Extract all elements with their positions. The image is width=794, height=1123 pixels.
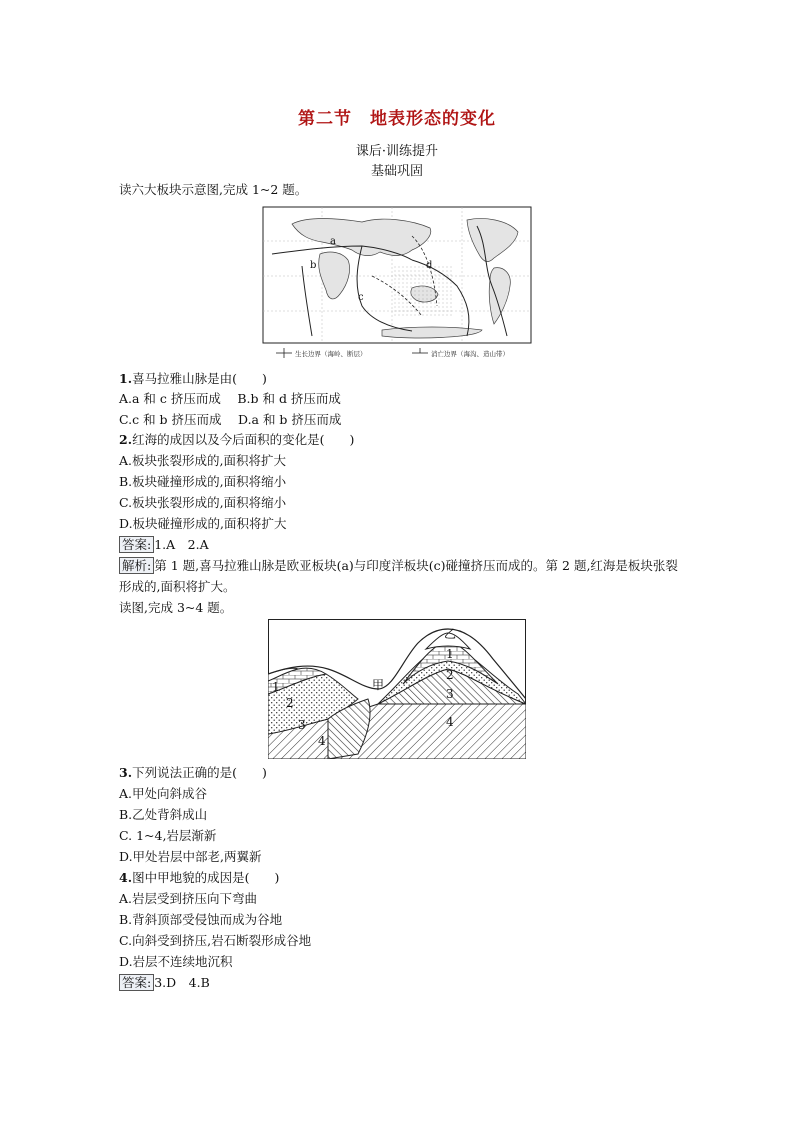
question-stem: 喜马拉雅山脉是由( ) bbox=[132, 371, 267, 386]
layer-1-right: 1 bbox=[446, 647, 454, 661]
question-4 bbox=[119, 868, 279, 888]
layer-2-right: 2 bbox=[446, 668, 454, 682]
layer-4-left: 4 bbox=[318, 734, 326, 748]
q2-option-b: B.板块碰撞形成的,面积将缩小 bbox=[119, 474, 287, 489]
q2-option-a: A.板块张裂形成的,面积将扩大 bbox=[119, 453, 286, 468]
answer-1-2 bbox=[119, 535, 209, 555]
plate-label-d: d bbox=[426, 260, 433, 271]
answer-text: 1.A 2.A bbox=[154, 537, 209, 552]
label-yi: 乙 bbox=[444, 627, 457, 641]
layer-3-left: 3 bbox=[298, 718, 306, 732]
label-jia: 甲 bbox=[372, 678, 385, 692]
analysis-label: 解析: bbox=[119, 557, 154, 574]
q4-option-c: C.向斜受到挤压,岩石断裂形成谷地 bbox=[119, 933, 312, 948]
answer-3-4 bbox=[119, 973, 210, 993]
question-1 bbox=[119, 369, 267, 389]
fold-cross-section-figure bbox=[268, 619, 526, 759]
intro-3-4: 读图,完成 3~4 题。 bbox=[119, 600, 233, 615]
answer-text: 3.D 4.B bbox=[154, 975, 210, 990]
q3-option-a: A.甲处向斜成谷 bbox=[119, 786, 208, 801]
question-number: 3. bbox=[119, 765, 133, 780]
q3-option-c: C. 1~4,岩层渐新 bbox=[119, 828, 217, 843]
q3-option-d: D.甲处岩层中部老,两翼新 bbox=[119, 849, 262, 864]
layer-4-right: 4 bbox=[446, 715, 454, 729]
plate-label-b: b bbox=[310, 260, 317, 271]
question-stem: 下列说法正确的是( ) bbox=[132, 765, 267, 780]
analysis-1-2 bbox=[119, 555, 679, 597]
analysis-text: 第 1 题,喜马拉雅山脉是欧亚板块(a)与印度洋板块(c)碰撞挤压而成的。第 2 题,红海是板块张裂形成的,面积将扩大。 bbox=[119, 558, 678, 594]
q3-option-b: B.乙处背斜成山 bbox=[119, 807, 208, 822]
layer-1-left: 1 bbox=[272, 680, 280, 694]
section-subtitle: 课后·训练提升 bbox=[355, 144, 439, 159]
q4-option-d: D.岩层不连续地沉积 bbox=[119, 954, 233, 969]
layer-2-left: 2 bbox=[286, 696, 294, 710]
legend-grow-boundary: 生长边界（海岭、断层） bbox=[295, 350, 367, 358]
q1-options-line1: A.a 和 c 挤压而成 B.b 和 d 挤压而成 bbox=[119, 391, 341, 406]
section-subtitle-basic: 基础巩固 bbox=[370, 164, 423, 179]
plate-label-a: a bbox=[330, 236, 336, 247]
question-number: 2. bbox=[119, 432, 133, 447]
intro-1-2: 读六大板块示意图,完成 1~2 题。 bbox=[119, 182, 308, 197]
plate-map-figure bbox=[262, 206, 532, 362]
question-stem: 红海的成因以及今后面积的变化是( ) bbox=[132, 432, 355, 447]
question-number: 4. bbox=[119, 870, 133, 885]
q4-option-a: A.岩层受到挤压向下弯曲 bbox=[119, 891, 258, 906]
q1-options-line2: C.c 和 b 挤压而成 D.a 和 b 挤压而成 bbox=[119, 412, 342, 427]
page-title: 第二节 地表形态的变化 bbox=[298, 109, 496, 129]
q2-option-c: C.板块张裂形成的,面积将缩小 bbox=[119, 495, 287, 510]
q2-option-d: D.板块碰撞形成的,面积将扩大 bbox=[119, 516, 287, 531]
question-number: 1. bbox=[119, 371, 133, 386]
question-3 bbox=[119, 763, 267, 783]
q4-option-b: B.背斜顶部受侵蚀而成为谷地 bbox=[119, 912, 283, 927]
layer-3-right: 3 bbox=[446, 687, 454, 701]
legend-sub-boundary: 消亡边界（海沟、造山带） bbox=[431, 350, 509, 358]
plate-label-c: c bbox=[358, 292, 364, 303]
question-2 bbox=[119, 430, 354, 450]
answer-label: 答案: bbox=[119, 974, 154, 991]
question-stem: 图中甲地貌的成因是( ) bbox=[132, 870, 280, 885]
answer-label: 答案: bbox=[119, 536, 154, 553]
